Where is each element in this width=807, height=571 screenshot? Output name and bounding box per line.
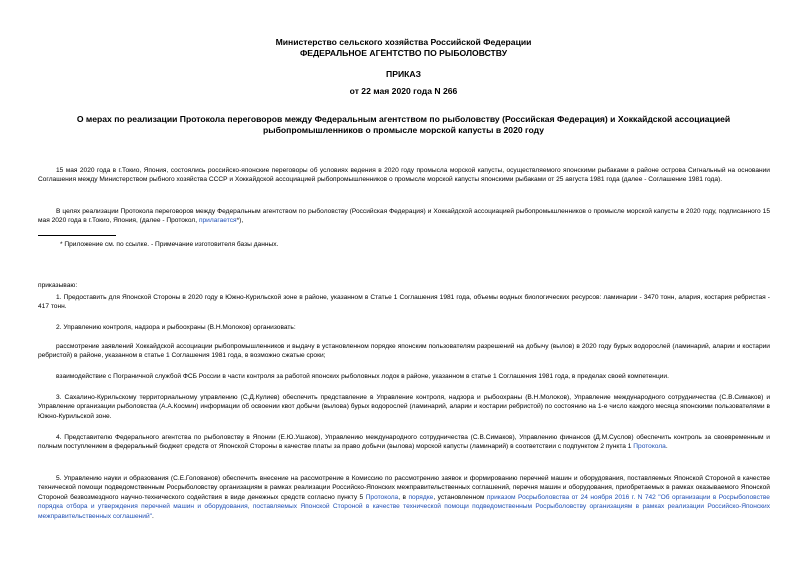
- agency-heading: ФЕДЕРАЛЬНОЕ АГЕНТСТВО ПО РЫБОЛОВСТВУ: [299, 48, 508, 58]
- order-word: приказываю:: [38, 282, 78, 289]
- protocol-link[interactable]: Протокола: [633, 443, 666, 451]
- item-1-text: 1. Предоставить для Японской Стороны в 2020 году в Южно-Курильской зоне в районе, указанном в Статье 1 Соглашения 1981 года, объемы водных биологических ресурсов: ламинарии - 3470 тонн, алария, костария ребристая - 417 тонн.: [38, 294, 770, 311]
- item-2: [38, 323, 770, 332]
- protocol-attachment-link[interactable]: прилагается: [198, 217, 237, 225]
- order-742-link[interactable]: приказом Росрыболовства от 24 ноября 2016 г. N 742 "Об организации в Росрыболовстве порядка отбора и утверждения перечней машин и оборудования, поставляемых Японской Стороной в качестве технической помощи подведомственным Росрыболовству организациям в рамках реализации Российско-Японских межправительственных соглашений": [38, 493, 770, 520]
- protocol-link-2[interactable]: Протокола: [365, 493, 399, 501]
- item-5: [38, 474, 770, 521]
- date-number: от 22 мая 2020 года N 266: [349, 86, 458, 96]
- footnote-divider: [38, 235, 116, 236]
- paragraph-intro-text: 15 мая 2020 года в г.Токио, Япония, состоялись российско-японские переговоры об условиях ведения в 2020 году промысла морской капусты, осуществляемого японскими рыбаками в районе острова Сигнальный на основании Соглашения между Министерством рыбного хозяйства СССР и Хоккайдской ассоциацией рыбопромышленников о промысле морской капусты японскими рыбаками от 25 августа 1981 года (далее - Соглашение 1981 года).: [38, 167, 770, 184]
- item-2a-text: рассмотрение заявлений Хоккайдской ассоциации рыбопромышленников и выдачу в установленном порядке японским пользователям разрешений на добычу (вылов) в 2020 году бурых водорослей (ламинарий, аларии и костарии ребристой) в районе, указанном в статье 1 Соглашения 1981 года, в возможно сжатые сроки;: [38, 343, 770, 360]
- item-1: [38, 293, 770, 312]
- paragraph-purpose-text: В целях реализации Протокола переговоров между Федеральным агентством по рыболовству (Российская Федерация) и Хоккайдской ассоциацией рыбопромышленников о промысле морской капусты в 2020 году, подписанного 15 мая 2020 года в г.Токио, Япония, (далее - Протокол,: [38, 208, 770, 225]
- item-5-end: .: [152, 512, 154, 520]
- item-2-text: 2. Управлению контроля, надзора и рыбоохраны (В.Н.Молоков) организовать:: [56, 324, 296, 331]
- item-5-text-c: , установленном: [433, 493, 485, 501]
- ministry-heading: Министерство сельского хозяйства Российской Федерации: [275, 37, 532, 47]
- item-4-end: .: [665, 443, 668, 451]
- item-5-text: 5. Управлению науки и образования (С.Е.Голованов) обеспечить внесение на рассмотрение в Комиссию по рассмотрению заявок и формированию перечней машин и оборудования, поставляемых Японской Стороной в качестве технической помощи подведомственным Росрыболовству организациям в рамках реализации Российско-Японских межправительственных соглашений, перечня машин и оборудования, приобретаемых в рамках оказываемого Японской Стороной безвозмездного научно-технического содействия в виде денежных средств согласно пункту 5: [38, 475, 770, 501]
- order-title-line1: О мерах по реализации Протокола переговоров между Федеральным агентством по рыболовству (Российская Федерация) и Хоккайдской ассоциацией: [76, 114, 731, 124]
- paragraph-purpose-end: *),: [236, 217, 244, 225]
- item-5-text-b: , в: [398, 493, 407, 501]
- order-title-line2: рыбопромышленников о промысле морской капусты в 2020 году: [263, 125, 544, 135]
- item-3-text: 3. Сахалино-Курильскому территориальному управлению (С.Д.Кулиев) обеспечить представление в Управление контроля, надзора и рыбоохраны (В.Н.Молоков), Управление международного сотрудничества (С.В.Симаков) и Управление организации рыболовства (А.А.Космин) информации об освоении квот добычи (вылова) бурых водорослей (ламинарий, аларии и костарии ребристой) по состоянию на 1-е число каждого месяца японскими пользователями в Южно-Курильской зоне.: [38, 394, 770, 420]
- item-2b-text: взаимодействие с Пограничной службой ФСБ России в части контроля за работой японских рыболовных лодок в районе, указанном в статье 1 Соглашения 1981 года, в пределах своей компетенции.: [56, 373, 669, 380]
- procedure-link[interactable]: порядке: [408, 493, 434, 501]
- item-4: [38, 433, 770, 452]
- item-3: [38, 393, 770, 421]
- paragraph-intro: [38, 166, 770, 185]
- footnote: * Приложение см. по ссылке. - Примечание изготовителя базы данных.: [60, 241, 279, 248]
- item-4-text: 4. Представителю Федерального агентства по рыболовству в Японии (Е.Ю.Ушаков), Управлению международного сотрудничества (С.В.Симаков), Управлению финансов (Д.М.Суслов) обеспечить контроль за своевременным и полным поступлением в федеральный бюджет средств от Японской Стороны в качестве платы за право добычи (вылова) морской капусты (ламинарий) в соответствии с подпунктом 2 пункта 1: [38, 434, 770, 451]
- item-2a: [38, 342, 770, 361]
- doc-type-heading: ПРИКАЗ: [386, 69, 421, 79]
- paragraph-purpose: [38, 207, 770, 226]
- item-2b: [38, 372, 770, 381]
